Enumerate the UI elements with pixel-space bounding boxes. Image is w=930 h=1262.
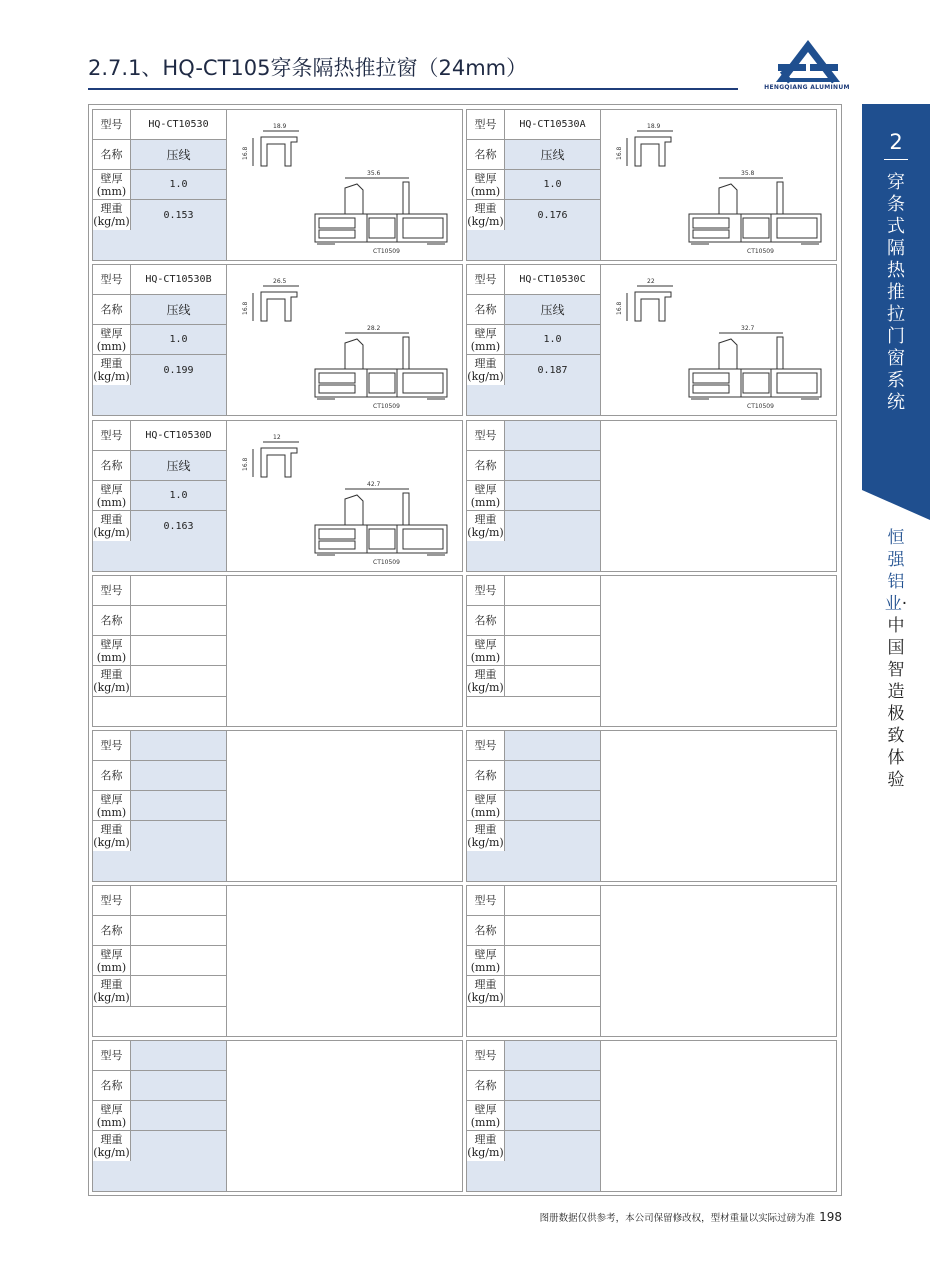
spec-label-thickness: 壁厚 (mm)	[467, 325, 505, 354]
spec-value-weight: 0.163	[131, 511, 227, 541]
spec-row-thickness	[467, 636, 601, 666]
spec-value-weight	[131, 976, 227, 1006]
spec-cell	[466, 885, 837, 1037]
spec-cell	[92, 730, 463, 882]
spec-cell	[92, 109, 463, 261]
section-profile-icon	[227, 265, 462, 415]
spec-row-weight	[467, 511, 601, 542]
spec-label-thickness: 壁厚 (mm)	[93, 1101, 131, 1130]
spec-value-model	[505, 421, 601, 450]
spec-label-model: 型号	[93, 110, 131, 139]
spec-blank-row	[467, 696, 601, 726]
spec-label-thickness: 壁厚 (mm)	[467, 481, 505, 510]
dim-side-label: 16.8	[242, 301, 249, 315]
spec-blank-row	[93, 541, 227, 571]
spec-value-model	[505, 576, 601, 605]
spec-cell	[466, 575, 837, 727]
spec-blank-row	[467, 230, 601, 260]
spec-label-weight: 理重 (kg/m)	[93, 1133, 130, 1159]
spec-row-name	[467, 916, 601, 946]
dim-frame-label: 28.2	[367, 325, 381, 332]
slogan-dot: ·	[901, 594, 908, 614]
spec-row-weight	[467, 821, 601, 852]
spec-row-name	[93, 451, 227, 481]
spec-label-name: 名称	[467, 1071, 505, 1100]
dim-side-label: 16.8	[242, 146, 249, 160]
spec-label-thickness: 壁厚 (mm)	[467, 1101, 505, 1130]
spec-value-name: 压线	[131, 140, 227, 169]
spec-value-name: 压线	[505, 140, 601, 169]
spec-row-name	[467, 1071, 601, 1101]
spec-row-weight	[467, 666, 601, 697]
spec-label-model: 型号	[93, 886, 131, 915]
spec-label-model: 型号	[467, 731, 505, 760]
spec-label-name: 名称	[93, 140, 131, 169]
spec-cell	[92, 264, 463, 416]
spec-label-model: 型号	[467, 886, 505, 915]
spec-row-thickness	[93, 1101, 227, 1131]
dim-top-label: 22	[647, 278, 655, 285]
spec-row-thickness	[467, 946, 601, 976]
spec-row-thickness	[467, 481, 601, 511]
spec-blank-row	[93, 385, 227, 415]
spec-blank-row	[93, 1006, 227, 1036]
spec-blank-row	[467, 851, 601, 881]
spec-row-name	[93, 761, 227, 791]
side-slogan	[882, 527, 910, 791]
spec-row-weight	[93, 666, 227, 697]
spec-blank-row	[467, 541, 601, 571]
spec-row-thickness	[93, 325, 227, 355]
spec-value-weight: 0.176	[505, 200, 601, 230]
spec-row-name	[467, 761, 601, 791]
profile-drawing	[601, 265, 836, 415]
section-profile-icon	[227, 421, 462, 571]
spec-value-name	[505, 1071, 601, 1100]
spec-blank-row	[93, 851, 227, 881]
spec-row-thickness	[93, 481, 227, 511]
footer-note: 图册数据仅供参考，本公司保留修改权，型材重量以实际过磅为准	[539, 1213, 816, 1224]
spec-label-model: 型号	[467, 110, 505, 139]
spec-value-model: HQ-CT10530B	[131, 265, 227, 294]
spec-value-thickness	[131, 791, 227, 820]
spec-value-weight: 0.187	[505, 355, 601, 385]
spec-label-thickness: 壁厚 (mm)	[467, 791, 505, 820]
frame-code-label: CT10509	[373, 403, 400, 410]
spec-row-model	[93, 886, 227, 916]
spec-value-weight	[505, 511, 601, 541]
profile-drawing	[227, 421, 462, 571]
spec-value-weight	[505, 666, 601, 696]
spec-row-name	[467, 295, 601, 325]
spec-label-thickness: 壁厚 (mm)	[467, 170, 505, 199]
spec-blank-row	[467, 385, 601, 415]
spec-cell	[466, 1040, 837, 1192]
spec-label-model: 型号	[93, 265, 131, 294]
spec-label-name: 名称	[467, 140, 505, 169]
dim-frame-label: 42.7	[367, 481, 381, 488]
slogan-rest: 中国智造 极致体验	[887, 616, 905, 790]
spec-value-weight: 0.153	[131, 200, 227, 230]
spec-value-thickness: 1.0	[131, 170, 227, 199]
spec-value-name	[505, 761, 601, 790]
spec-row-weight	[93, 355, 227, 386]
spec-label-name: 名称	[93, 761, 131, 790]
spec-value-thickness	[505, 481, 601, 510]
spec-row-thickness	[93, 170, 227, 200]
spec-row-name	[467, 451, 601, 481]
profile-drawing	[227, 731, 462, 881]
dim-top-label: 26.5	[273, 278, 287, 285]
spec-row-name	[93, 916, 227, 946]
spec-value-model: HQ-CT10530	[131, 110, 227, 139]
logo-wordmark: HENGQIANG ALUMINUM	[764, 84, 850, 91]
spec-row-weight	[93, 511, 227, 542]
dim-top-label: 12	[273, 434, 281, 441]
spec-label-weight: 理重 (kg/m)	[467, 978, 504, 1004]
spec-label-thickness: 壁厚 (mm)	[93, 791, 131, 820]
spec-label-name: 名称	[467, 451, 505, 480]
profile-drawing	[601, 110, 836, 260]
spec-row-model	[93, 576, 227, 606]
spec-label-weight: 理重 (kg/m)	[93, 513, 130, 539]
page-number: 198	[819, 1210, 842, 1224]
frame-code-label: CT10509	[747, 403, 774, 410]
spec-label-thickness: 壁厚 (mm)	[467, 636, 505, 665]
spec-value-thickness: 1.0	[131, 325, 227, 354]
spec-value-thickness	[131, 1101, 227, 1130]
spec-row-thickness	[467, 170, 601, 200]
spec-cell	[466, 420, 837, 572]
spec-label-model: 型号	[93, 421, 131, 450]
dim-frame-label: 35.8	[741, 170, 755, 177]
profile-drawing	[601, 576, 836, 726]
spec-row-model	[467, 576, 601, 606]
spec-value-name	[505, 606, 601, 635]
spec-label-name: 名称	[93, 295, 131, 324]
spec-value-model	[131, 576, 227, 605]
chapter-number-rule	[884, 159, 908, 160]
spec-row-thickness	[467, 325, 601, 355]
profile-drawing	[601, 1041, 836, 1191]
dim-side-label: 16.8	[616, 301, 623, 315]
spec-value-model	[505, 1041, 601, 1070]
spec-label-model: 型号	[93, 576, 131, 605]
spec-value-model	[131, 731, 227, 760]
chapter-number: 2	[889, 130, 903, 154]
spec-value-name	[131, 606, 227, 635]
spec-label-weight: 理重 (kg/m)	[93, 202, 130, 228]
spec-label-thickness: 壁厚 (mm)	[93, 636, 131, 665]
spec-label-weight: 理重 (kg/m)	[467, 1133, 504, 1159]
spec-value-thickness	[505, 791, 601, 820]
spec-value-thickness	[505, 1101, 601, 1130]
spec-row-name	[467, 606, 601, 636]
spec-row-thickness	[467, 1101, 601, 1131]
spec-label-name: 名称	[467, 606, 505, 635]
spec-cell	[466, 730, 837, 882]
page-title: 2.7.1、HQ-CT105穿条隔热推拉窗（24mm）	[88, 56, 528, 80]
spec-label-weight: 理重 (kg/m)	[467, 513, 504, 539]
frame-code-label: CT10509	[373, 248, 400, 255]
spec-value-weight	[505, 1131, 601, 1161]
spec-blank-row	[467, 1161, 601, 1191]
page-footer	[540, 1210, 842, 1224]
dim-frame-label: 35.6	[367, 170, 381, 177]
spec-label-weight: 理重 (kg/m)	[467, 668, 504, 694]
spec-cell	[92, 885, 463, 1037]
spec-row-name	[93, 140, 227, 170]
dim-top-label: 18.9	[273, 123, 287, 130]
spec-label-name: 名称	[467, 916, 505, 945]
spec-row-name	[93, 1071, 227, 1101]
spec-label-model: 型号	[467, 576, 505, 605]
frame-code-label: CT10509	[373, 559, 400, 566]
dim-top-label: 18.9	[647, 123, 661, 130]
spec-row-thickness	[93, 636, 227, 666]
spec-value-thickness: 1.0	[131, 481, 227, 510]
slogan-brand: 恒强铝业	[884, 528, 905, 614]
spec-row-weight	[93, 1131, 227, 1162]
spec-value-weight: 0.199	[131, 355, 227, 385]
spec-label-thickness: 壁厚 (mm)	[93, 946, 131, 975]
spec-row-model	[93, 110, 227, 140]
spec-value-thickness	[131, 636, 227, 665]
spec-blank-row	[93, 696, 227, 726]
spec-value-model: HQ-CT10530C	[505, 265, 601, 294]
spec-value-thickness: 1.0	[505, 170, 601, 199]
spec-value-name: 压线	[131, 451, 227, 480]
title-underline	[88, 88, 738, 90]
spec-value-name	[505, 916, 601, 945]
spec-label-model: 型号	[93, 731, 131, 760]
spec-row-model	[93, 731, 227, 761]
spec-label-name: 名称	[93, 606, 131, 635]
profile-drawing	[601, 886, 836, 1036]
spec-label-name: 名称	[467, 761, 505, 790]
profile-drawing	[227, 265, 462, 415]
spec-value-name	[505, 451, 601, 480]
spec-value-model	[505, 886, 601, 915]
spec-row-thickness	[467, 791, 601, 821]
spec-row-model	[467, 110, 601, 140]
spec-value-model: HQ-CT10530A	[505, 110, 601, 139]
spec-row-weight	[467, 1131, 601, 1162]
spec-row-name	[93, 295, 227, 325]
spec-blank-row	[93, 230, 227, 260]
spec-blank-row	[93, 1161, 227, 1191]
spec-label-weight: 理重 (kg/m)	[93, 357, 130, 383]
spec-value-thickness	[131, 946, 227, 975]
profile-drawing	[227, 1041, 462, 1191]
spec-row-name	[467, 140, 601, 170]
spec-value-model	[131, 886, 227, 915]
spec-cell	[466, 264, 837, 416]
spec-cell	[466, 109, 837, 261]
spec-label-name: 名称	[467, 295, 505, 324]
spec-label-weight: 理重 (kg/m)	[467, 357, 504, 383]
spec-row-model	[93, 421, 227, 451]
spec-row-model	[93, 1041, 227, 1071]
spec-label-thickness: 壁厚 (mm)	[93, 325, 131, 354]
spec-blank-row	[467, 1006, 601, 1036]
spec-label-name: 名称	[93, 1071, 131, 1100]
spec-row-model	[467, 886, 601, 916]
spec-label-model: 型号	[467, 265, 505, 294]
spec-row-weight	[93, 200, 227, 231]
dim-side-label: 16.8	[616, 146, 623, 160]
profile-drawing	[601, 731, 836, 881]
profile-drawing	[227, 886, 462, 1036]
spec-label-thickness: 壁厚 (mm)	[93, 170, 131, 199]
spec-label-name: 名称	[93, 451, 131, 480]
dim-frame-label: 32.7	[741, 325, 755, 332]
spec-row-model	[467, 265, 601, 295]
spec-row-weight	[467, 200, 601, 231]
spec-value-thickness	[505, 636, 601, 665]
spec-cell	[92, 575, 463, 727]
spec-label-weight: 理重 (kg/m)	[467, 202, 504, 228]
spec-value-model	[131, 1041, 227, 1070]
spec-value-weight	[131, 1131, 227, 1161]
spec-row-model	[467, 731, 601, 761]
profile-drawing	[601, 421, 836, 571]
spec-value-weight	[505, 976, 601, 1006]
spec-row-name	[93, 606, 227, 636]
spec-label-model: 型号	[467, 1041, 505, 1070]
spec-value-model	[505, 731, 601, 760]
spec-label-thickness: 壁厚 (mm)	[93, 481, 131, 510]
spec-value-thickness	[505, 946, 601, 975]
spec-value-name: 压线	[505, 295, 601, 324]
spec-row-model	[93, 265, 227, 295]
spec-label-weight: 理重 (kg/m)	[93, 978, 130, 1004]
section-profile-icon	[227, 110, 462, 260]
spec-row-weight	[93, 976, 227, 1007]
spec-row-model	[467, 421, 601, 451]
spec-value-weight	[505, 821, 601, 851]
spec-value-model: HQ-CT10530D	[131, 421, 227, 450]
profile-drawing	[227, 576, 462, 726]
spec-label-name: 名称	[93, 916, 131, 945]
spec-value-weight	[131, 666, 227, 696]
spec-cell	[92, 420, 463, 572]
section-profile-icon	[601, 110, 836, 260]
spec-row-model	[467, 1041, 601, 1071]
spec-value-weight	[131, 821, 227, 851]
dim-side-label: 16.8	[242, 457, 249, 471]
spec-row-weight	[93, 821, 227, 852]
spec-value-name	[131, 916, 227, 945]
spec-label-weight: 理重 (kg/m)	[467, 823, 504, 849]
spec-label-weight: 理重 (kg/m)	[93, 823, 130, 849]
spec-row-thickness	[93, 791, 227, 821]
spec-value-name	[131, 1071, 227, 1100]
spec-row-thickness	[93, 946, 227, 976]
spec-row-weight	[467, 976, 601, 1007]
spec-label-weight: 理重 (kg/m)	[93, 668, 130, 694]
profile-drawing	[227, 110, 462, 260]
section-profile-icon	[601, 265, 836, 415]
spec-value-name: 压线	[131, 295, 227, 324]
spec-label-thickness: 壁厚 (mm)	[467, 946, 505, 975]
frame-code-label: CT10509	[747, 248, 774, 255]
spec-label-model: 型号	[467, 421, 505, 450]
spec-value-name	[131, 761, 227, 790]
chapter-title: 穿条式隔热推拉门窗系统	[887, 172, 905, 413]
spec-cell	[92, 1040, 463, 1192]
spec-label-model: 型号	[93, 1041, 131, 1070]
spec-row-weight	[467, 355, 601, 386]
spec-value-thickness: 1.0	[505, 325, 601, 354]
